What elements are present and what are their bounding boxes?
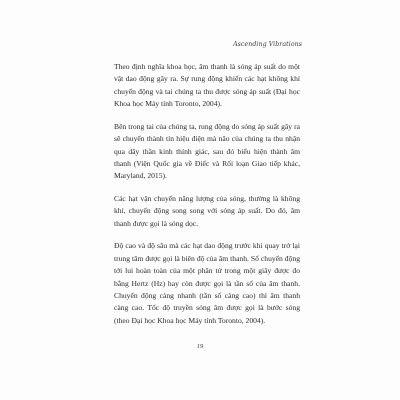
page-number: 19 xyxy=(196,343,204,350)
paragraph-inner-ear: Bên trong tai của chúng ta, rung động do sóng áp suất gây ra sẽ chuyển thành tín hiệu điện mà não của chúng ta thu nhận qua dây thần kinh thính giác, sau đó biểu hiện thành âm thanh (Viện Quốc gia về Điếc và Rối loạn Giao tiếp khác, Maryland, 2015). xyxy=(114,121,300,181)
paragraph-longitudinal-wave: Các hạt vận chuyển năng lượng của sóng, thường là không khí, chuyển động song song với sóng áp suất. Do đó, âm thanh được gọi là sóng dọc. xyxy=(114,194,300,228)
paragraph-definition: Theo định nghĩa khoa học, âm thanh là sóng áp suất do một vật dao động gây ra. Sự rung động khiến các hạt không khí chuyển động và tai chúng ta thu được sóng áp suất (Đại học Khoa học Máy tính Toronto, 2004). xyxy=(114,62,300,109)
running-head-title: Ascending Vibrations xyxy=(233,41,302,48)
body-text xyxy=(114,61,300,337)
paragraph-amplitude-frequency: Độ cao và độ sâu mà các hạt dao động trước khi quay trở lại trung tâm được gọi là biên độ của âm thanh. Số chuyển động tới lui hoàn toàn của một phân tử trong một giây được đo bằng Hertz (Hz) hay còn được gọi là tần số của âm thanh. Chuyển động càng nhanh (tần số càng cao) thì âm thanh càng cao. Tốc độ truyền sóng âm được gọi là bước sóng (theo Đại học Khoa học Máy tính Toronto, 2004). xyxy=(114,241,300,325)
